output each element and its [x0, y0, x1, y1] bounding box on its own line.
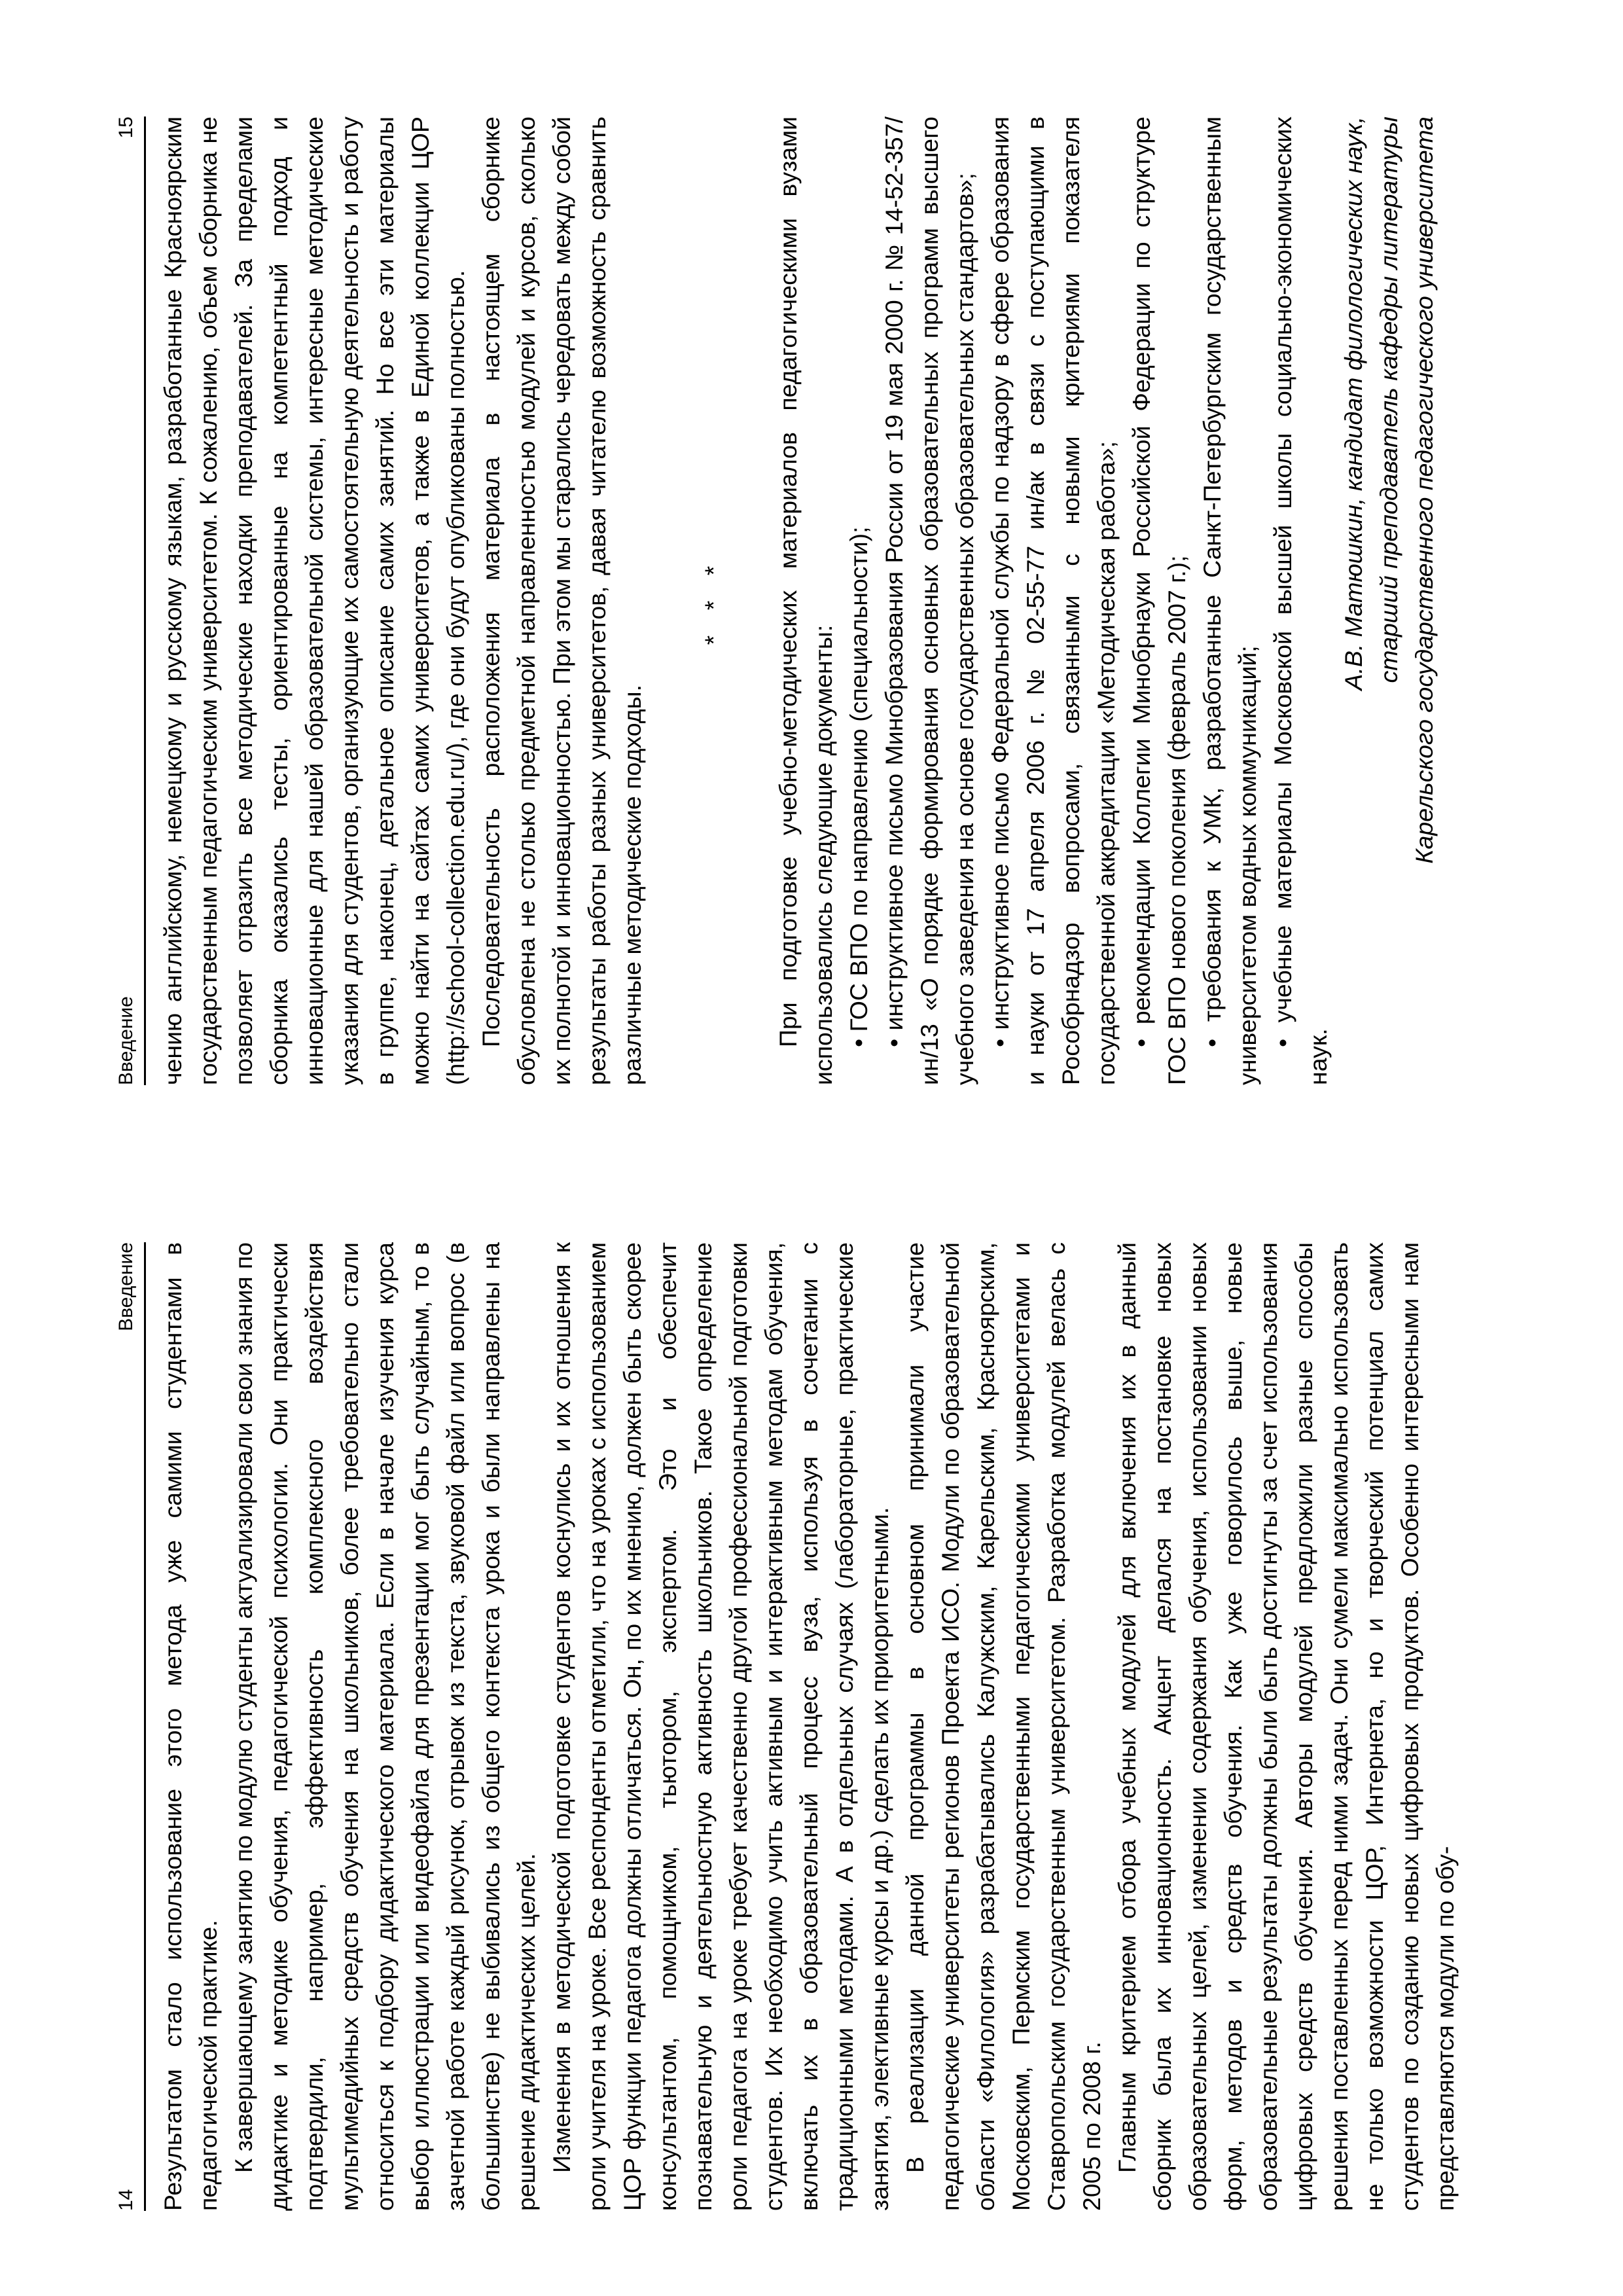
paragraph: Результатом стало использование этого метода уже самими студентами в педагогической практике.	[159, 1242, 222, 2211]
paragraph: К завершающему занятию по модулю студенты актуализировали свои знания по дидактике и методике обучения, педагогической психологии. Они практически подтвердили, например, эффективность комплексного воздействия мультимедийных средств обучения на школьников, более требовательно стали относиться к подбору дидактического материала. Если в начале изучения курса выбор иллюстрации или видеофайла для презентации мог быть случайным, то в зачетной работе каждый рисунок, отрывок из текста, звуковой файл или вопрос (в большинстве) не выбивались из общего контекста урока и были направлены на решение дидактических целей.	[230, 1242, 540, 2211]
page-body	[146, 1242, 1463, 2211]
list-item: • инструктивное письмо Федеральной службы по надзору в сфере образования и науки от 17 апреля 2006 г. № 02-55-77 ин/ак в связи с поступающими в Рособрнадзор вопросами, связанными с новыми критериями показателя государственной аккредитации «Методическая работа»;	[986, 117, 1120, 1085]
list-item: • инструктивное письмо Минобразования России от 19 мая 2000 г. № 14-52-357/ин/13 «О порядке формирования основных образовательных программ высшего учебного заведения на основе государственных образовательных стандартов»;	[880, 117, 978, 1085]
page-15	[105, 117, 1564, 1085]
list-item: • учебные материалы Московской высшей школы социально-экономических наук.	[1269, 117, 1332, 1085]
paragraph: Последовательность расположения материала в настоящем сборнике обусловлена не столько предметной направленностью модулей и курсов, сколько их полнотой и инновационностью. При этом мы старались чередовать между собой результаты работы разных университетов, давая читателю возможность сравнить различные методические подходы.	[477, 117, 646, 1085]
author-signature	[1336, 117, 1442, 1085]
section-separator: * * *	[700, 556, 727, 645]
paragraph: Главным критерием отбора учебных модулей для включения их в данный сборник была их инновационность. Акцент делался на постановке новых образовательных целей, изменении содержания обучения, использовании новых форм, методов и средств обучения. Как уже говорилось выше, новые образовательные результаты должны были быть достигнуты за счет использования цифровых средств обучения. Авторы модулей предложили разные способы решения поставленных перед ними задач. Они сумели максимально использовать не только возможности ЦОР, Интернета, но и творческий потенциал самих студентов по созданию новых цифровых продуктов. Особенно интересными нам представляются модули по обу-	[1113, 1242, 1459, 2211]
page-number: 15	[115, 117, 137, 139]
page-14	[105, 1242, 1564, 2211]
author-position: старший преподаватель кафедры литературы	[1375, 117, 1402, 683]
author-degree: кандидат филологических наук,	[1340, 117, 1367, 492]
author-name: А.В. Матюшкин,	[1340, 497, 1367, 691]
running-head	[105, 1242, 146, 2211]
list-item: • ГОС ВПО по направлению (специальности);	[845, 526, 872, 1047]
list-item: • требования к УМК, разработанные Санкт-Петербургским государственным университетом водных коммуникаций;	[1198, 117, 1261, 1085]
running-head	[105, 117, 146, 1085]
paragraph: чению английскому, немецкому и русскому языкам, разработанные Красноярским государственным педагогическим университетом. К сожалению, объем сборника не позволяет отразить все методические находки преподавателей. За пределами сборника оказались тесты, ориентированные на компетентный подход и инновационные для нашей образовательной системы, интересные методические указания для студентов, организующие их самостоятельную деятельность и работу в группе, наконец, детальное описание самих занятий. Но все эти материалы можно найти на сайтах самих университетов, а также в Единой коллекции ЦОР (http://school-collection.edu.ru/), где они будут опубликованы полностью.	[159, 117, 469, 1085]
list-item: • рекомендации Коллегии Минобрнауки Российской Федерации по структуре ГОС ВПО нового поколения (февраль 2007 г.);	[1128, 117, 1190, 1085]
paragraph: Изменения в методической подготовке студентов коснулись и их отношения к роли учителя на уроке. Все респонденты отметили, что на уроках с использованием ЦОР функции педагога должны отличаться. Он, по их мнению, должен быть скорее консультантом, помощником, тьютором, экспертом. Это и обеспечит познавательную и деятельностную активность школьников. Такое определение роли педагога на уроке требует качественно другой профессиональной подготовки студентов. Их необходимо учить активным и интерактивным методам обучения, включать их в образовательный процесс вуза, используя в сочетании с традиционными методами. А в отдельных случаях (лабораторные, практические занятия, элективные курсы и др.) сделать их приоритетными.	[548, 1242, 893, 2211]
section-title: Введение	[115, 996, 137, 1085]
paragraph: При подготовке учебно-методических материалов педагогическими вузами использовались следующие документы:	[774, 117, 837, 1085]
author-affiliation: Карельского государственного педагогического университета	[1410, 117, 1438, 864]
paragraph: В реализации данной программы в основном принимали участие педагогические университеты регионов Проекта ИСО. Модули по образовательной области «Филология» разрабатывались Калужским, Карельским, Красноярским, Московским, Пермским государственными педагогическими университетами и Ставропольским государственным университетом. Разработка модулей велась с 2005 по 2008 г.	[901, 1242, 1105, 2211]
page-body	[146, 117, 1442, 1085]
section-title: Введение	[115, 1242, 137, 1331]
page-number: 14	[115, 2189, 137, 2211]
